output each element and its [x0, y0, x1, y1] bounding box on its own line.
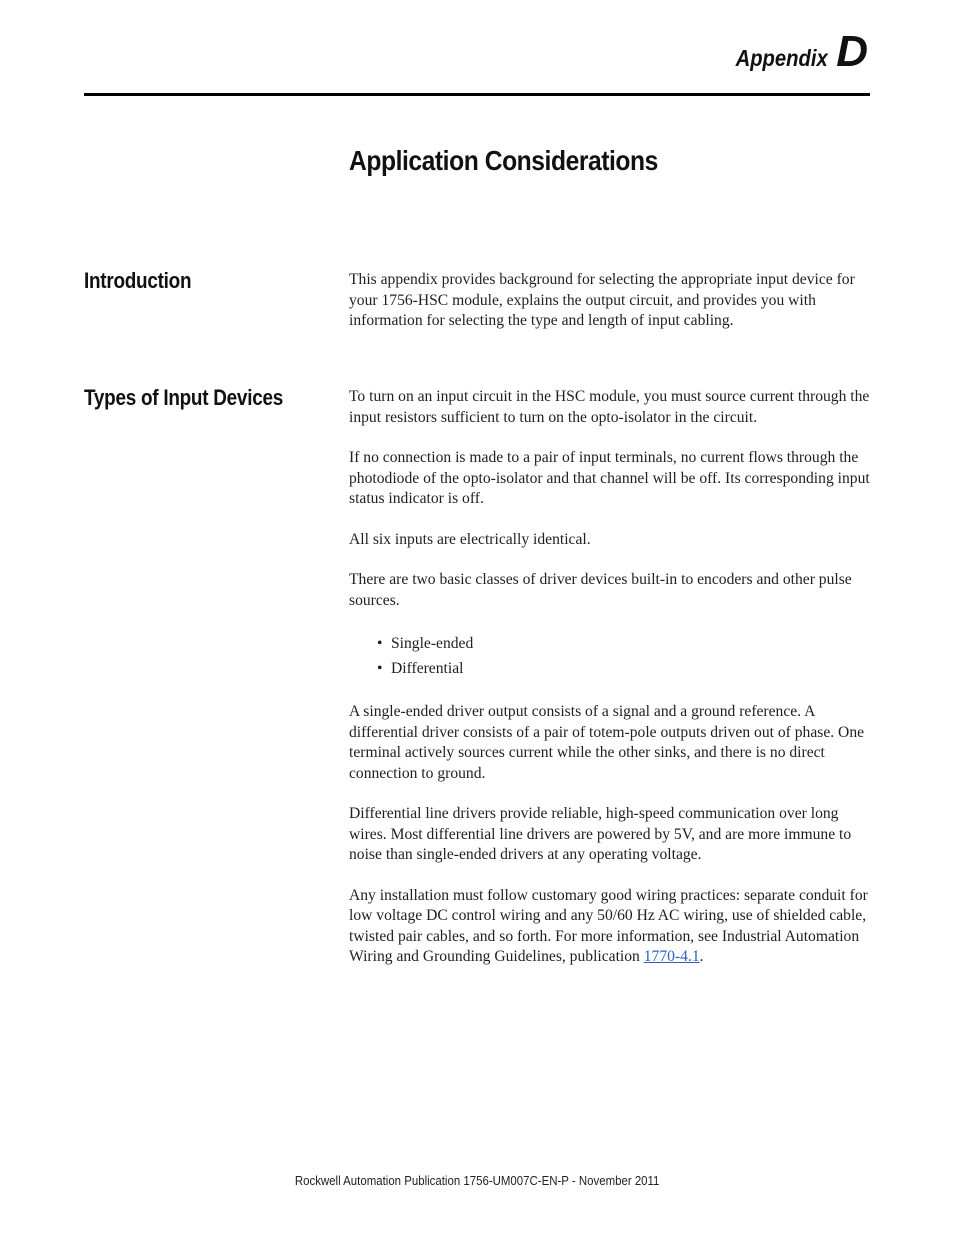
paragraph: To turn on an input circuit in the HSC module, you must source current through the input resistors sufficient to turn on the opto-isolator in the circuit.	[349, 388, 870, 426]
wiring-paragraph	[349, 886, 874, 968]
introduction-heading: Introduction	[84, 268, 192, 293]
footer-text: Rockwell Automation Publication 1756-UM007C-EN-P - November 2011	[294, 1173, 660, 1188]
header-rule	[84, 93, 870, 96]
publication-link[interactable]: 1770-4.1	[643, 948, 700, 965]
appendix-label: Appendix	[736, 45, 829, 71]
paragraph: A single-ended driver output consists of a signal and a ground reference. A differential driver consists of a pair of totem-pole outputs driven out of phase. One terminal actively sources current while the other sinks, and there is no direct connection to ground.	[349, 703, 865, 782]
input-devices-body	[349, 387, 874, 988]
appendix-letter: D	[836, 27, 868, 76]
list-item: • Single-ended	[377, 631, 874, 656]
input-devices-heading: Types of Input Devices	[84, 385, 283, 410]
paragraph: If no connection is made to a pair of input terminals, no current flows through the photodiode of the opto-isolator and that channel will be off. Its corresponding input status indicator is off.	[349, 449, 870, 507]
wiring-text: Any installation must follow customary good wiring practices: separate conduit for low voltage DC control wiring and any 50/60 Hz AC wiring, use of shielded cable, twisted pair cables, and so forth. For more information, see Industrial Automation Wiring and Grounding Guidelines, publication	[349, 886, 868, 965]
page-footer	[0, 1173, 954, 1188]
list-item: • Differential	[377, 656, 874, 681]
paragraph: All six inputs are electrically identical.	[349, 530, 591, 548]
driver-class-list	[349, 631, 874, 681]
appendix-header	[723, 27, 868, 76]
page-title: Application Considerations	[349, 145, 658, 176]
introduction-body	[349, 270, 874, 352]
wiring-text-end: .	[699, 948, 704, 965]
paragraph: Differential line drivers provide reliable, high-speed communication over long wires. Most differential line drivers are powered by 5V, and are more immune to noise than single-ended drivers at any operating voltage.	[349, 805, 852, 863]
introduction-paragraph: This appendix provides background for selecting the appropriate input device for your 1756-HSC module, explains the output circuit, and provides you with information for selecting the type and length of input cabling.	[349, 271, 855, 329]
paragraph: There are two basic classes of driver devices built-in to encoders and other pulse sources.	[349, 571, 852, 609]
